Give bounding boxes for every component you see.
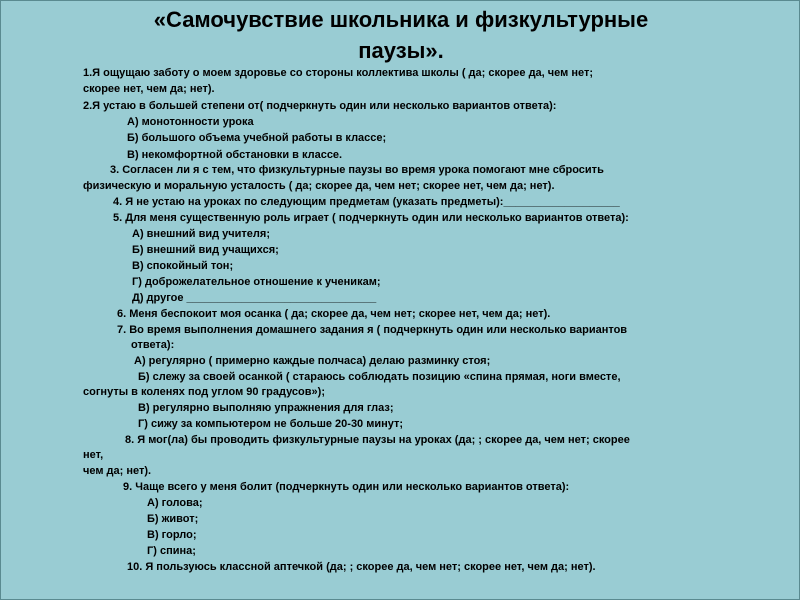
text-line-q7-a: А) регулярно ( примерно каждые полчаса) делаю разминку стоя;	[134, 355, 491, 367]
text-line-q2: 2.Я устаю в большей степени от( подчеркнуть один или несколько вариантов ответа):	[83, 100, 557, 112]
text-line-q10: 10. Я пользуюсь классной аптечкой (да; ; скорее да, чем нет; скорее нет, чем да; нет).	[127, 561, 596, 573]
text-line-q4: 4. Я не устаю на уроках по следующим предметам (указать предметы):___________________	[113, 196, 620, 208]
title-line-1: «Самочувствие школьника и физкультурные	[153, 7, 649, 32]
text-line-q7-cont: ответа):	[131, 339, 175, 351]
text-line-q9-d: Г) спина;	[147, 545, 196, 557]
text-line-q6: 6. Меня беспокоит моя осанка ( да; скорее да, чем нет; скорее нет, чем да; нет).	[117, 308, 551, 320]
text-line-q5-e: Д) другое _______________________________	[132, 292, 377, 304]
text-line-q3-cont: физическую и моральную усталость ( да; скорее да, чем нет; скорее нет, чем да; нет).	[83, 180, 555, 192]
text-line-q9-b: Б) живот;	[147, 513, 199, 525]
text-line-q1: 1.Я ощущаю заботу о моем здоровье со стороны коллектива школы ( да; скорее да, чем нет;	[83, 67, 594, 79]
text-line-q7-b: Б) слежу за своей осанкой ( стараюсь соблюдать позицию «спина прямая, ноги вместе,	[138, 371, 621, 383]
title-line-2: паузы».	[358, 38, 444, 63]
text-line-q7: 7. Во время выполнения домашнего задания я ( подчеркнуть один или несколько вариантов	[117, 324, 628, 336]
text-line-q9: 9. Чаще всего у меня болит (подчеркнуть один или несколько вариантов ответа):	[123, 481, 570, 493]
text-line-q3: 3. Согласен ли я с тем, что физкультурные паузы во время урока помогают мне сбросить	[110, 164, 604, 176]
text-line-q7-b-cont: согнуты в коленях под углом 90 градусов»);	[83, 386, 325, 398]
text-line-q2-b: Б) большого объема учебной работы в классе;	[127, 132, 387, 144]
slide-title	[61, 4, 741, 66]
text-line-q1-cont: скорее нет, чем да; нет).	[83, 83, 215, 95]
text-line-q7-c: В) регулярно выполняю упражнения для глаз;	[138, 402, 394, 414]
text-line-q7-d: Г) сижу за компьютером не больше 20-30 минут;	[138, 418, 404, 430]
text-line-q5-c: В) спокойный тон;	[132, 260, 234, 272]
text-line-q8-cont2: чем да; нет).	[83, 465, 152, 477]
text-line-q9-c: В) горло;	[147, 529, 197, 541]
text-line-q9-a: А) голова;	[147, 497, 203, 509]
text-line-q5-a: А) внешний вид учителя;	[132, 228, 270, 240]
text-line-q2-c: В) некомфортной обстановки в классе.	[127, 149, 343, 161]
text-line-q8-cont: нет,	[83, 449, 104, 461]
text-line-q2-a: А) монотонности урока	[127, 116, 254, 128]
text-line-q8: 8. Я мог(ла) бы проводить физкультурные паузы на уроках (да; ; скорее да, чем нет; скорее	[125, 434, 630, 446]
text-line-q5: 5. Для меня существенную роль играет ( подчеркнуть один или несколько вариантов ответа):	[113, 212, 629, 224]
text-line-q5-d: Г) доброжелательное отношение к ученикам;	[132, 276, 381, 288]
text-line-q5-b: Б) внешний вид учащихся;	[132, 244, 279, 256]
